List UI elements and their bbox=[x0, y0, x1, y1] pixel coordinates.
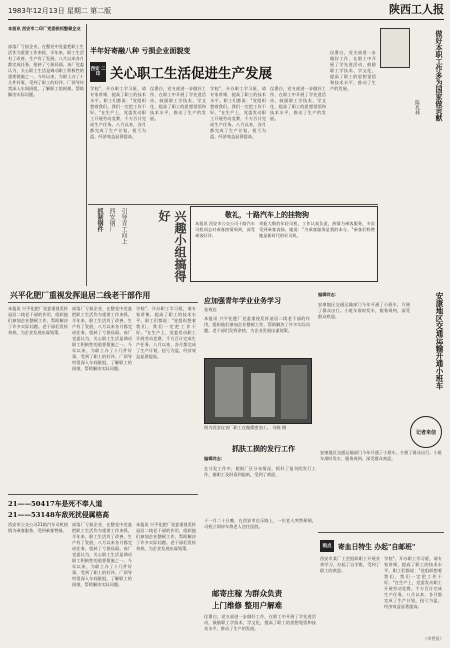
bottom-right-headline: 寄血日特生 办起"自邮班" bbox=[338, 543, 416, 551]
bottom-slogan-line-one: 邮寄庄稼 为群众负责 bbox=[212, 589, 283, 598]
left-column-byline: 本报讯 西安市二印厂党委狠抓整顿企业 bbox=[8, 26, 81, 31]
bottom-right-text-b: 学校"，开办职工学习班，请专家讲课，提高了职工的技术水平。职工们都说："党组织想着我们，我们一定把工作干好。"在生产上，党委发动职工开展劳动竞赛，千方百计完成生产任务。八月以来，各月都完成了生产计划，扭亏为盈，经济效益显著提高。 bbox=[384, 556, 442, 609]
top-story-headline: 关心职工生活促进生产发展 bbox=[110, 66, 272, 82]
article-one-text: 学校"，开办职工学习班，请专家讲课，提高了职工的技术水平。职工们都说："党组织想着我们，我们一定把工作干好。"在生产上，党委发动职工开展劳动竞赛，千方百计完成生产任务。八月以来，各月都完成了生产计划，扭亏为盈，经济效益显著提高。 bbox=[90, 86, 146, 139]
feature-title-three: 引导青工向上 bbox=[120, 208, 127, 244]
bottom-left-headline-two: 21——53148车敌死扰侵属格高 bbox=[8, 511, 110, 519]
box-article-side-text: 本报讯 西安市公交公司十路汽车司机同志对乘客热情周到，深受乘客好评。 bbox=[195, 221, 255, 238]
article-two-continued: 仪番白，党支部进一步做好工作，在职工中开展了学先进活动，鼓励职工学技术、学文化，提高了职工的思想觉悟和技术水平，推动了生产的发展。 bbox=[270, 86, 326, 121]
portrait-illustration bbox=[380, 28, 410, 68]
right-story-byline: 编辑同志： bbox=[318, 292, 339, 297]
bottom-center-more: 仪番白，党支部进一步做好工作，在职工中开展了学先进活动，鼓励职工学技术、学文化，提高了职工的思想觉悟和技术水平，推动了生产的发展。 bbox=[204, 614, 316, 631]
bottom-right-text-a: 西安市某厂工会组织职工开展业余学习，办起了自学班，受到了职工的欢迎。 bbox=[320, 556, 380, 573]
middle-article-text: 本报讯 兴平化肥厂党委重视发挥退居二线老干部的作用，组织他们参加企业整顿工作，帮助解决了许多实际问题。老干部们发挥余热，为企业发展出谋划策。 bbox=[204, 316, 310, 333]
lower-story-byline: 编辑同志： bbox=[204, 456, 225, 461]
masthead bbox=[8, 2, 444, 20]
box-article bbox=[190, 206, 378, 282]
article-two-text: 仪番白，党支部进一步做好工作，在职工中开展了学先进活动，鼓励职工学技术、学文化，提高了职工的思想觉悟和技术水平，推动了生产的发展。 bbox=[150, 86, 206, 121]
bottom-left-headline-one: 21——50417车是死不奉人道 bbox=[8, 500, 103, 508]
bottom-right-author: （辛世民） bbox=[423, 636, 444, 641]
feature-title-one: 抓制钢件 bbox=[96, 208, 103, 232]
middle-left-text: 本报讯 兴平化肥厂党委重视发挥退居二线老干部的作用，组织他们参加企业整顿工作，帮助解决了许多实际问题。老干部们发挥余热，为企业发展出谋划策。 bbox=[8, 306, 68, 335]
bottom-left-text-c: 本报讯 兴平化肥厂党委重视发挥退居二线老干部的作用，组织他们参加企业整顿工作，帮助解决了许多实际问题。老干部们发挥余热，为企业发展出谋划策。 bbox=[136, 522, 196, 551]
bottom-right-tag: 雨点 bbox=[320, 540, 334, 552]
bottom-left-text-b: 部落厂亏损企业，在整党中党委把职工生活作为重要工作来抓，半年来，职工生活有了改善，生产有了发展，八月以来各月都完成任务，扭转了亏损局面。该厂党委认为，关心职工生活是调动职工积极性的重要措施之一。今年以来，为职工办了十几件好事，受到了职工的好评。厂领导经常深入车间班组，了解职工的困难，帮助解决实际问题。 bbox=[72, 522, 132, 587]
lower-story-text: 在分发工作中，根据厂区分布情况，抓好了报刊的发行工作，使职工及时看到报纸，受到了欢迎。 bbox=[204, 466, 316, 477]
middle-right-text: 学校"，开办职工学习班，请专家讲课，提高了职工的技术水平。职工们都说："党组织想着我们，我们一定把工作干好。"在生产上，党委发动职工开展劳动竞赛，千方百计完成生产任务。八月以来，各月都完成了生产计划，扭亏为盈，经济效益显著提高。 bbox=[136, 306, 196, 359]
feature-headline: 兴趣小组搞得好 bbox=[157, 210, 187, 282]
right-banner-text: 做好本职工作多为国家做贡献 bbox=[435, 30, 443, 121]
lower-story-heading: 抓肤工损的发行工作 bbox=[232, 444, 295, 453]
right-banner-author: 陈兆林 bbox=[414, 100, 420, 115]
bottom-slogan-line-two: 上门维修 整用户解难 bbox=[212, 601, 283, 610]
box-article-headline: 敬礼，十路汽车上的挂物狗 bbox=[225, 210, 309, 219]
article-side-text: 仪番白，党支部进一步做好工作，在职工中开展了学先进活动，鼓励职工学技术、学文化，提高了职工的思想觉悟和技术水平，推动了生产的发展。 bbox=[330, 50, 376, 91]
lower-right-text: 安康地区交通运输部门今年开通了小班车，方便了群众出行。小班车准时发车，服务周到，深受群众欢迎。 bbox=[320, 450, 442, 461]
column-divider bbox=[86, 24, 87, 286]
article-one-continued: 学校"，开办职工学习班，请专家讲课，提高了职工的技术水平。职工们都说："党组织想着我们，我们一定把工作干好。"在生产上，党委发动职工开展劳动竞赛，千方百计完成生产任务。八月以来，各月都完成了生产计划，扭亏为盈，经济效益显著提高。 bbox=[210, 86, 266, 139]
feature-title-two: 西安钢厂 bbox=[108, 208, 115, 232]
left-column-text: 部落厂亏损企业，在整党中党委把职工生活作为重要工作来抓，半年来，职工生活有了改善，生产有了发展，八月以来各月都完成任务，扭转了亏损局面。该厂党委认为，关心职工生活是调动职工积极性的重要措施之一。今年以来，为职工办了十几件好事，受到了职工的好评。厂领导经常深入车间班组，了解职工的困难，帮助解决实际问题。 bbox=[8, 44, 84, 97]
reader-letters-stamp: 记者来信 bbox=[410, 416, 442, 448]
top-story-tag: 西安 二印 bbox=[90, 62, 106, 82]
middle-headline: 兴平化肥厂重视发挥退居二线老干部作用 bbox=[10, 291, 151, 300]
photo-caption: 图为西安仪表厂职工在做精密加工。 刘春 摄 bbox=[204, 425, 287, 430]
middle-article-heading: 应加强青年学业业务学习 bbox=[204, 296, 281, 305]
middle-center-text: 部落厂亏损企业，在整党中党委把职工生活作为重要工作来抓，半年来，职工生活有了改善，生产有了发展，八月以来各月都完成任务，扭转了亏损局面。该厂党委认为，关心职工生活是调动职工积极性的重要措施之一。今年以来，为职工办了十几件好事，受到了职工的好评。厂领导经常深入车间班组，了解职工的困难，帮助解决实际问题。 bbox=[72, 306, 132, 371]
right-story-text: 安康地区交通运输部门今年开通了小班车，方便了群众出行。小班车准时发车，服务周到，深受群众欢迎。 bbox=[318, 302, 410, 319]
bottom-left-text-a: 西安市公交公司21路汽车司机热情为乘客服务，受到乘客赞扬。 bbox=[8, 522, 68, 533]
news-photo bbox=[204, 358, 312, 424]
top-story-kicker: 半年好寄融八种 亏损企业面貌变 bbox=[90, 46, 191, 55]
issue-date: 1983年12月13日 星期二 第二版 bbox=[8, 6, 112, 15]
bottom-center-text: 十一月二十日晚，在西安市长乐路上，一位老人突然晕倒，司机立即停车将老人送往医院。 bbox=[204, 518, 316, 529]
box-article-text: 刘振大敬的年轻司机，工作认真负责，热情为乘客服务，多次受到乘客表扬。她说："为乘客服务是我的本分。"乘客们称赞她是新时代的好司机。 bbox=[259, 221, 375, 238]
middle-article-byline: 张效达 bbox=[204, 307, 217, 312]
right-story-headline: 安康地区交通运输开通小班车 bbox=[435, 292, 444, 390]
newspaper-name: 陕西工人报 bbox=[389, 3, 444, 16]
